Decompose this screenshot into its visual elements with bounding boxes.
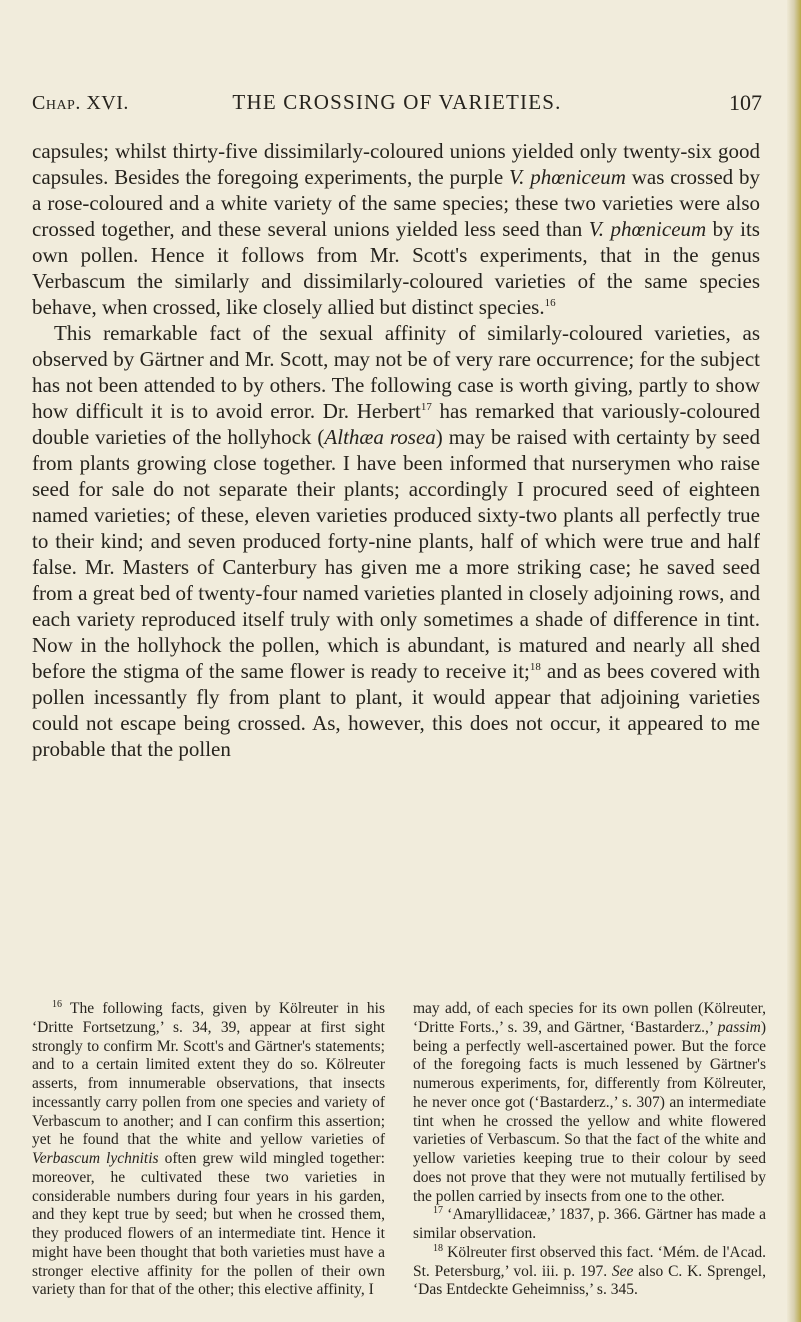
paragraph-1: capsules; whilst thirty-five dissimilarly-coloured unions yielded only twenty-six good capsules. Besides the foregoing experiments, the purple V. phœniceum was crossed by a rose-coloured and a white variety of the same species; these two varieties were also crossed together, and these several unions yielded less seed than V. phœniceum by its own pollen. Hence it follows from Mr. Scott's experiments, that in the genus Verbascum the similarly and dissimilarly-coloured varieties of the same species behave, when crossed, like closely allied but distinct species.$^{16}$ xyxy=(32,139,761,319)
footnote-ref-16[interactable]: 16 xyxy=(544,297,556,309)
footnote-ref-18[interactable]: 18 xyxy=(529,661,541,673)
footnote-ref-17[interactable]: 17 xyxy=(420,401,432,413)
running-header xyxy=(32,82,762,122)
footnote-16-part: may add, of each species for its own pollen (Kölreuter, ‘Dritte Forts.,’ s. 39, and Gärtner, ‘Bastarderz.,’ passim) being a perfectly well-ascertained power. But the force of the foregoing facts is much lessened by Gärtner's numerous experiments, for, differently from Kölreuter, he never once got (‘Bastarderz.,’ s. 307) an intermediate tint when he crossed the yellow and white flowered varieties of Verbascum. So that the fact of the white and yellow varieties keeping true to their colour by seed does not prove that they were not mutually fertilised by the pollen carried by insects from one to the other. xyxy=(413,1000,766,1205)
footnote-18: $^{18}$ Kölreuter first observed this fact. ‘Mém. de l'Acad. St. Petersburg,’ vol. iii. p. 197. See also C. K. Sprengel, ‘Das Entdeckte Geheimniss,’ s. 345. xyxy=(413,1242,766,1299)
chapter-label: Chap. XVI. xyxy=(32,92,129,114)
page-edge xyxy=(787,0,801,1322)
page-title: THE CROSSING OF VARIETIES. xyxy=(232,90,562,114)
page-number: 107 xyxy=(729,90,762,115)
footnote-16-part: $^{16}$ The following facts, given by Kölreuter in his ‘Dritte Fortsetzung,’ s. 34, 39, appear at first sight strongly to confirm Mr. Scott's and Gärtner's statements; and to a certain limited extent they do so. Kölreuter asserts, from innumerable observations, that insects incessantly carry pollen from one species and variety of Verbascum to another; and I can confirm this assertion; yet he found that the white and yellow varieties of Verbascum lychnitis often grew wild mingled together: moreover, he cultivated these two varieties in considerable numbers during four years in his garden, and they kept true by seed; but when he crossed them, they produced flowers of an intermediate tint. Hence it might have been thought that both varieties must have a stronger elective affinity for the pollen of their own variety than for that of the other; this elective affinity, I xyxy=(32,998,385,1299)
main-text xyxy=(32,138,760,762)
footnote-17: $^{17}$ ‘Amaryllidaceæ,’ 1837, p. 366. Gärtner has made a similar observation. xyxy=(413,1205,766,1242)
footnotes-right-column xyxy=(413,1000,766,1300)
footnotes-left-column xyxy=(32,1000,385,1300)
paragraph-2: This remarkable fact of the sexual affinity of similarly-coloured varieties, as observed by Gärtner and Mr. Scott, may not be of very rare occurrence; for the subject has not been attended to by others. The following case is worth giving, partly to show how difficult it is to avoid error. Dr. Herbert$^{17}$ has remarked that variously-coloured double varieties of the hollyhock (Althæa rosea) may be raised with certainty by seed from plants growing close together. I have been informed that nurserymen who raise seed for sale do not separate their plants; accordingly I procured seed of eighteen named varieties; of these, eleven varieties produced sixty-two plants all perfectly true to their kind; and seven produced forty-nine plants, half of which were true and half false. Mr. Masters of Canterbury has given me a more striking case; he saved seed from a great bed of twenty-four named varieties planted in closely adjoining rows, and each variety reproduced itself truly with only sometimes a shade of difference in tint. Now in the hollyhock the pollen, which is abundant, is matured and nearly all shed before the stigma of the same flower is ready to receive it;$^{18}$ and as bees covered with pollen incessantly fly from plant to plant, it would appear that adjoining varieties could not escape being crossed. As, however, this does not occur, it appeared to me probable that the pollen xyxy=(32,321,760,761)
